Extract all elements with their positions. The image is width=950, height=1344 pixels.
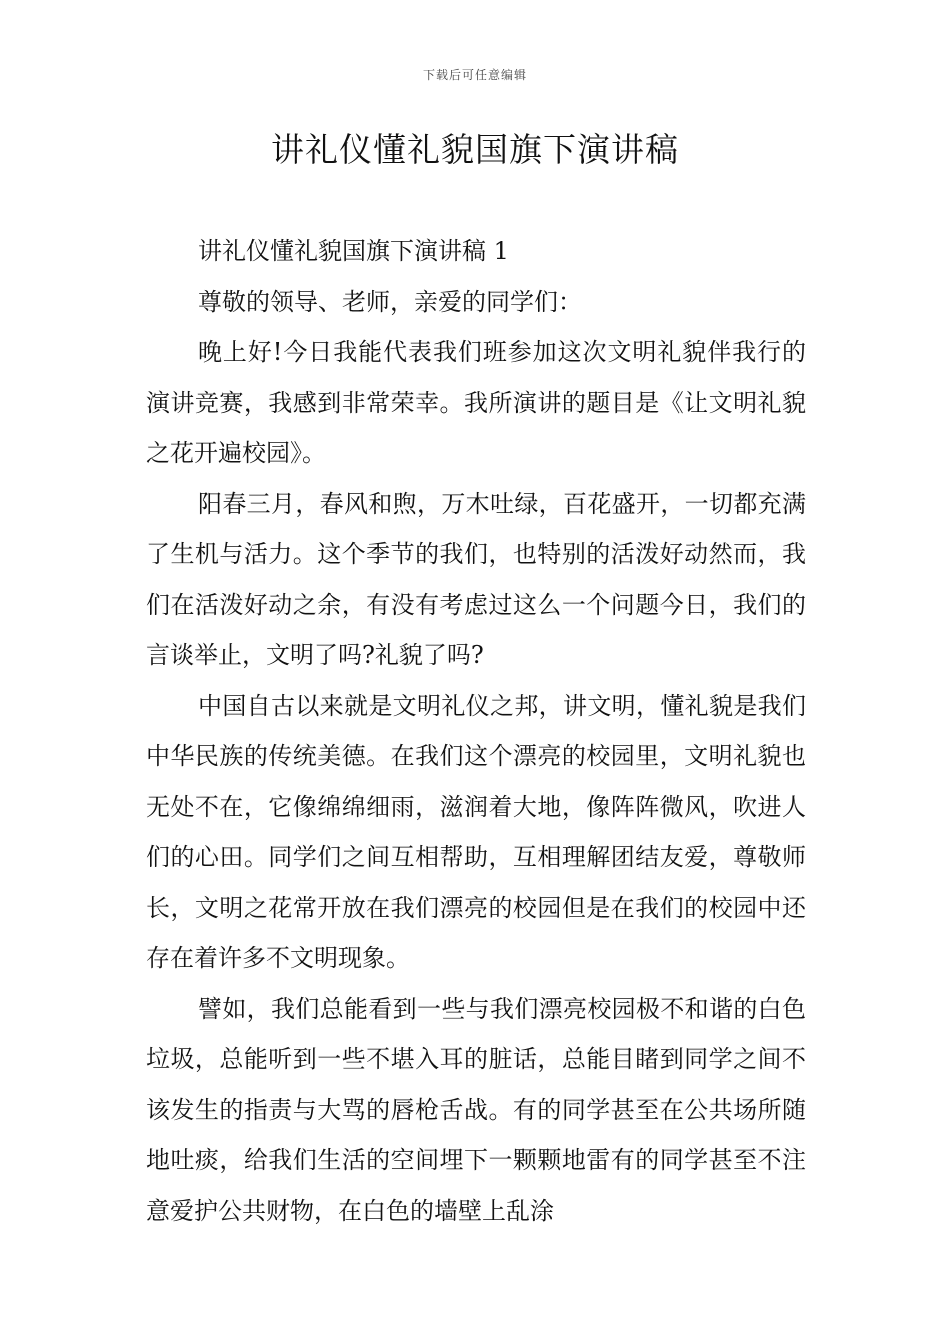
document-body xyxy=(146,226,806,1236)
header-note: 下载后可任意编辑 xyxy=(422,68,527,82)
paragraph-greeting: 尊敬的领导、老师，亲爱的同学们： xyxy=(198,287,582,316)
paragraph: 阳春三月，春风和煦，万木吐绿，百花盛开，一切都充满了生机与活力。这个季节的我们，也特别的活泼好动然而，我们在活泼好动之余，有没有考虑过这么一个问题今日，我们的言谈举止，文明了吗?礼貌了吗? xyxy=(146,489,806,669)
page-title: 讲礼仪懂礼貌国旗下演讲稿 xyxy=(271,130,679,169)
paragraph: 中国自古以来就是文明礼仪之邦，讲文明，懂礼貌是我们中华民族的传统美德。在我们这个漂亮的校园里，文明礼貌也无处不在，它像绵绵细雨，滋润着大地，像阵阵微风，吹进人们的心田。同学们之间互相帮助，互相理解团结友爱，尊敬师长，文明之花常开放在我们漂亮的校园但是在我们的校园中还存在着许多不文明现象。 xyxy=(146,691,806,972)
paragraph: 晚上好!今日我能代表我们班参加这次文明礼貌伴我行的演讲竞赛，我感到非常荣幸。我所演讲的题目是《让文明礼貌之花开遍校园》。 xyxy=(146,338,806,467)
paragraph: 譬如，我们总能看到一些与我们漂亮校园极不和谐的白色垃圾，总能听到一些不堪入耳的脏话，总能目睹到同学之间不该发生的指责与大骂的唇枪舌战。有的同学甚至在公共场所随地吐痰，给我们生活的空间埋下一颗颗地雷有的同学甚至不注意爱护公共财物，在白色的墙壁上乱涂 xyxy=(146,994,806,1225)
paragraph-subtitle: 讲礼仪懂礼貌国旗下演讲稿 1 xyxy=(198,237,509,265)
